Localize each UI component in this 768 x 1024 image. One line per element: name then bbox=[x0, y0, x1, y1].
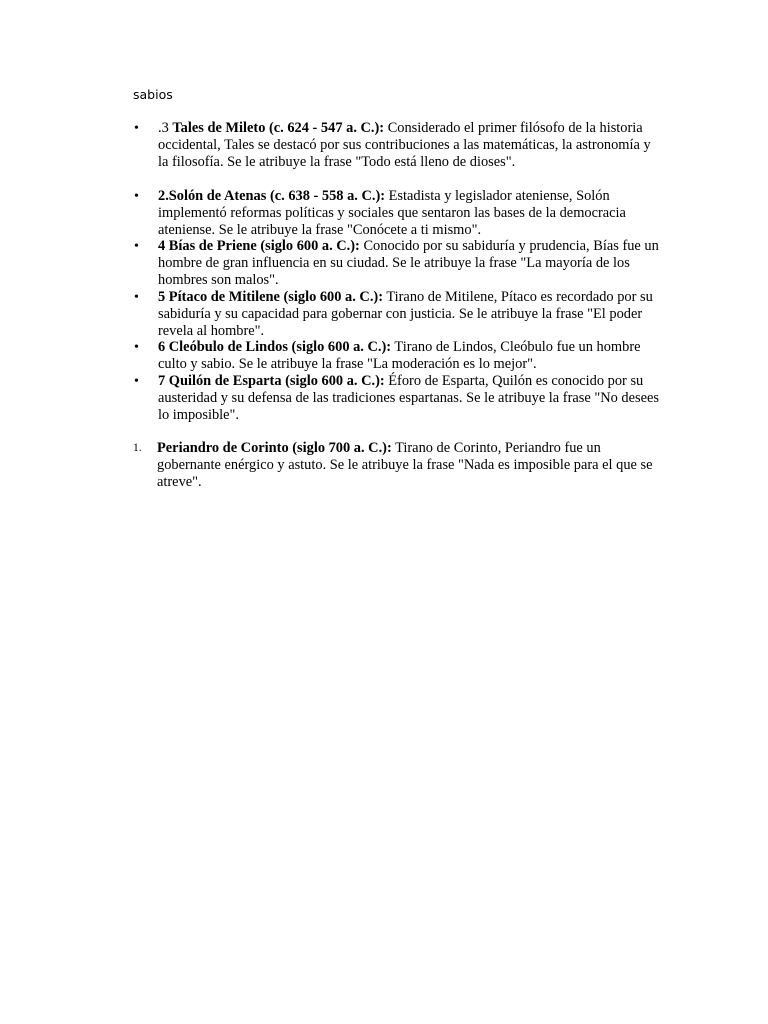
list-item-title: Tales de Mileto (c. 624 - 547 a. C.): bbox=[172, 120, 385, 136]
list-item-title: 2.Solón de Atenas (c. 638 - 558 a. C.): bbox=[158, 188, 386, 204]
numbered-item-periandro bbox=[133, 440, 663, 491]
document-heading: sabios bbox=[133, 87, 173, 102]
list-item-bias bbox=[133, 238, 663, 289]
list-item-text: Éforo de Esparta, Quilón es conocido por su austeridad y su defensa de las tradiciones espartanas. Se le atribuye la frase "No desees lo imposible". bbox=[158, 373, 659, 423]
bullet-icon: • bbox=[134, 340, 139, 355]
list-item-title: 5 Pítaco de Mitilene (siglo 600 a. C.): bbox=[158, 289, 384, 305]
list-item-tales bbox=[133, 120, 663, 171]
list-number: 1. bbox=[133, 442, 142, 454]
list-item-pitaco bbox=[133, 289, 663, 340]
bullet-icon: • bbox=[134, 121, 139, 136]
list-item-body bbox=[158, 238, 663, 289]
list-item-text: Tirano de Mitilene, Pítaco es recordado por su sabiduría y su capacidad para gobernar con justicia. Se le atribuye la frase "El poder revela al hombre". bbox=[158, 289, 653, 339]
list-item-text: Tirano de Corinto, Periandro fue un gobernante enérgico y astuto. Se le atribuye la frase "Nada es imposible para el que se atreve". bbox=[157, 440, 653, 490]
list-item-body bbox=[158, 339, 663, 373]
list-item-cleobulo bbox=[133, 339, 663, 373]
list-item-text: Considerado el primer filósofo de la historia occidental, Tales se destacó por sus contribuciones a las matemáticas, la astronomía y la filosofía. Se le atribuye la frase "Todo está lleno de dioses". bbox=[158, 120, 651, 170]
bullet-icon: • bbox=[134, 189, 139, 204]
list-item-title: 7 Quilón de Esparta (siglo 600 a. C.): bbox=[158, 373, 385, 389]
list-item-prefix: .3 bbox=[158, 120, 173, 136]
list-item-body bbox=[158, 289, 663, 340]
bullet-icon: • bbox=[134, 239, 139, 254]
bullet-icon: • bbox=[134, 290, 139, 305]
list-item-title: 4 Bías de Priene (siglo 600 a. C.): bbox=[158, 238, 360, 254]
list-item-text: Tirano de Lindos, Cleóbulo fue un hombre culto y sabio. Se le atribuye la frase "La moderación es lo mejor". bbox=[158, 339, 641, 372]
list-item-quilon bbox=[133, 373, 663, 424]
list-item-body bbox=[158, 188, 663, 239]
list-item-body bbox=[157, 440, 663, 491]
bullet-icon: • bbox=[134, 374, 139, 389]
list-item-text: Conocido por su sabiduría y prudencia, Bías fue un hombre de gran influencia en su ciudad. Se le atribuye la frase "La mayoría de los hombres son malos". bbox=[158, 238, 659, 288]
list-item-title: Periandro de Corinto (siglo 700 a. C.): bbox=[157, 440, 392, 456]
list-item-body bbox=[158, 373, 663, 424]
list-item-solon bbox=[133, 188, 663, 239]
list-item-text: Estadista y legislador ateniense, Solón implementó reformas políticas y sociales que sentaron las bases de la democracia ateniense. Se le atribuye la frase "Conócete a ti mismo". bbox=[158, 188, 626, 238]
list-item-body bbox=[158, 120, 663, 171]
list-item-title: 6 Cleóbulo de Lindos (siglo 600 a. C.): bbox=[158, 339, 392, 355]
